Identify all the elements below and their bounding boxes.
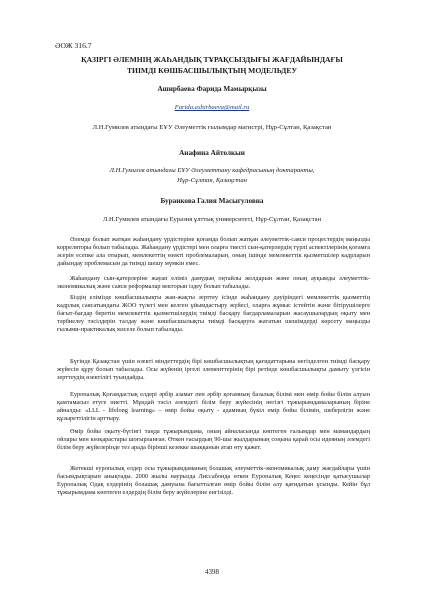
udk-code: ӘОЖ 316.7 (55, 41, 92, 50)
author-1-name: Аширбаева Фарида Мамырқызы (157, 85, 267, 93)
body-paragraph-2: Жаһандану сын-қатерлеріне жауап еліміз дамудың оңтайлы жолдарын және оның ауқымды әлеуметтік-экономикалық және саяси реформалар векторын іздеу болып табылады. (57, 275, 370, 290)
article-title (40, 54, 384, 76)
body-paragraph-6: Өмір бойы оқыту-бүгінгі таңда тұжырымдама, оның айналасында көптеген ғалымдар мен мамандардың ойлары мен көзқарастары шоғырланған. Өткен ғасырдың 90-шы жылдарының соңына қарай осы идеяның әлемдегі білім беру жүйелерінде тез арада бірінші кезекке шыққанын атап өту қажет. (57, 428, 370, 451)
body-paragraph-3: Біздің елімізде көшбасшылықты жан-жақты зерттеу ісінде жаһандану дәуіріндегі мемлекеттік қызметтің кадрлық саясатындағы ЖОО түлегі мен келген ұйымдастыру жүйесі, оларға жұмыс істейтін және бітірушілерге бағыт-бағдар беретін мемлекеттік қызметшілердің тиімді басқару бағдарламаларын жасаушылардың оқыту мен тәрбиелеу тәсілдерін талдау және көшбасшылықты тиімді басқаруға жататын шешімдерді көрсету маңызды ғылыми-практикалық мәселе болып табылады. (57, 294, 370, 333)
author-1-email-line (40, 104, 384, 112)
body-paragraph-7: Жетекші еуропалық елдер осы тұжырымдаманың болашақ әлеуметтік-экономикалық даму жағдайлары үшін басымдықтарын анықтады. 2000 жылы наурызда Лиссабонда өткен Еуропалық Кеңес кеңесінде қатысушылар Еуропалық Одақ елдерінің болашақ дамуына бағытталған өмір бойы білім алу қағидатын ұсынды. Кейін бұл тұжырымдама көптеген елдердің білім беру жүйелеріне енгізілді. (57, 465, 370, 496)
author-2-affiliation-line-2: Нұр-Сұлтан, Қазақстан (177, 177, 247, 184)
author-2-affiliation-line-1: Л.Н.Гумилев атындағы ЕҰУ Әлеуметтану кафедрасының доктаранты, (109, 167, 315, 174)
author-1-email-link[interactable]: Farida.ashirbaeva@mail.ru (174, 104, 250, 111)
author-3-name: Буранкова Галия Масыгуловна (160, 197, 264, 205)
author-1-affiliation: Л.Н.Гумилев атындағы ЕҰУ Әлеуметтік ғылымдар магистрі, Нұр-Сұлтан, Қазақстан (92, 124, 332, 131)
title-line-2: ТИІМДІ КӨШБАСШЫЛЫҚТЫҢ МОДЕЛЬДЕУ (126, 66, 298, 75)
body-paragraph-5: Еуропалық Қоғамдастық елдері әрбір азамат пен әрбір қоғамның базалық білімі мен өмір бойы білім алуын қамтамасыз етуге ниетті. Мұндай тәсіл әлемдегі білім беру жүйесінің негізгі тұжырымдамаларының біріне айналды: «LLL - lifelong learning» – өмір бойы оқыту - адамның бүкіл өмір бойы білімін, шеберлігін және құзыреттілігін арттыру. (57, 391, 370, 422)
page-number: 4398 (205, 568, 219, 576)
body-paragraph-4: Бүгінде Қазақстан үшін өзекті міндеттердің бірі көшбасшылықтың қағидаттарына негізделген тиімді басқару жүйесін құру болып табылады. Осы жүйенің іргелі элементтерінің бірі ретінде көшбасшылықты дамыту үлгісін зерттеудің өзектілігі туындайды. (57, 358, 370, 381)
author-2-name: Анафина Айтолкын (179, 149, 245, 157)
title-line-1: ҚАЗІРГІ ӘЛЕМНІҢ ЖАҺАНДЫҚ ТҰРАҚСЫЗДЫҒЫ ЖАҒДАЙЫНДАҒЫ (81, 55, 343, 64)
body-paragraph-1: Әлемде болып жатқан жаһандану үрдістеріне қоғамда болып жатқан әлеуметтік-саяси процестердің маңызды корреляторы болып табылады. Жаһандану үрдістері мен оларға тиесті сын-қатерлердің түрлі аспектілерінің қоғамға әсерін есепке ала отырып, мемлекеттің өзекті проблемаларын, оның ішінде мемлекеттік қызметшілер кадрларын дайындау проблемасын да тиімді шешу мүмкін емес. (57, 236, 370, 267)
author-3-affiliation: Л.Н.Гумилев атындағы Еуразия ұлттық университеті, Нұр-Сұлтан, Қазақстан (102, 216, 322, 223)
